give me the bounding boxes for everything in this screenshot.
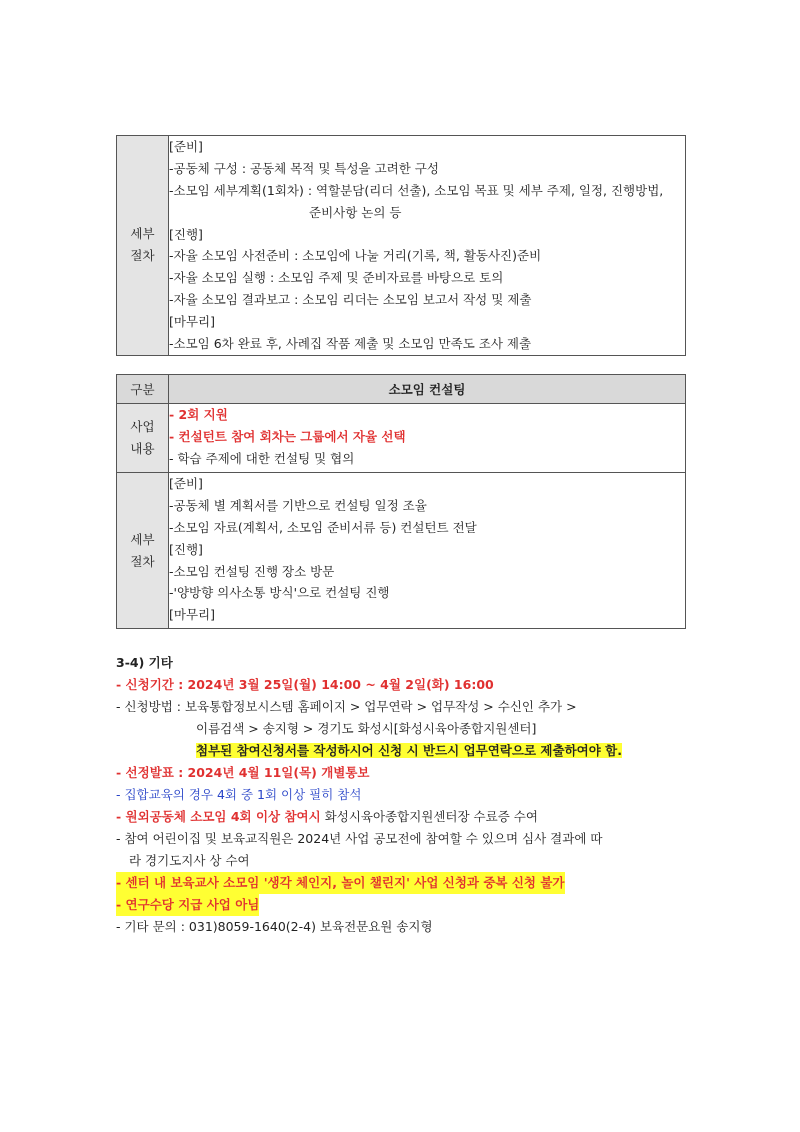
progress-heading: [진행]	[169, 226, 203, 242]
detail-procedure-table	[116, 135, 686, 356]
prep-heading: [준비]	[169, 476, 203, 491]
no-research-pay-notice	[116, 894, 259, 916]
finish-heading: [마무리]	[169, 314, 215, 330]
application-method-line2: 이름검색 > 송지형 > 경기도 화성시[화성시육아종합지원센터]	[196, 721, 537, 736]
business-content	[169, 404, 686, 473]
procedure-line: -자율 소모임 결과보고 : 소모임 리더는 소모임 보고서 작성 및 제출	[169, 292, 532, 308]
header-consulting: 소모임 컨설팅	[169, 375, 686, 404]
label-text: 세부 절차	[130, 226, 155, 264]
procedure-line: -소모임 세부계획(1회차) : 역할분담(리더 선출), 소모임 목표 및 세부 주제, 일정, 진행방법,	[169, 182, 664, 198]
duplicate-application-warning	[116, 872, 565, 894]
certificate-note	[116, 806, 538, 828]
procedure-line: -소모임 6차 완료 후, 사례집 작품 제출 및 소모임 만족도 조사 제출	[169, 336, 532, 352]
procedure-line: -자율 소모임 실행 : 소모임 주제 및 준비자료를 바탕으로 토의	[169, 270, 504, 286]
procedure-line: 준비사항 논의 등	[309, 204, 402, 220]
finish-heading: [마무리]	[169, 607, 215, 623]
contest-note-line2: 라 경기도지사 상 수여	[129, 853, 250, 868]
group-education-note: - 집합교육의 경우 4회 중 1회 이상 필히 참석	[116, 787, 362, 802]
consultant-choice: - 컨설턴트 참여 회차는 그룹에서 자율 선택	[169, 428, 406, 444]
procedure-line: -'양방향 의사소통 방식'으로 컨설팅 진행	[169, 585, 390, 601]
consulting-table	[116, 374, 686, 629]
row-label-business	[117, 404, 169, 473]
procedure-line: -소모임 자료(계획서, 소모임 준비서류 등) 컨설턴트 전달	[169, 519, 477, 535]
selection-announcement: - 선정발표 : 2024년 4월 11일(목) 개별통보	[116, 765, 370, 780]
header-category: 구분	[117, 375, 169, 404]
procedure-line: -공동체 구성 : 공동체 목적 및 특성을 고려한 구성	[169, 160, 439, 176]
consulting-topic: - 학습 주제에 대한 컨설팅 및 협의	[169, 450, 355, 466]
contest-note-line1: - 참여 어린이집 및 보육교직원은 2024년 사업 공모전에 참여할 수 있으며 심사 결과에 따	[116, 831, 603, 846]
application-period: - 신청기간 : 2024년 3월 25일(월) 14:00 ~ 4월 2일(화) 16:00	[116, 677, 494, 692]
no-pay-text: - 연구수당 지급 사업 아님	[116, 897, 260, 912]
procedure-line: -공동체 별 계획서를 기반으로 컨설팅 일정 조율	[169, 497, 427, 513]
certificate-award: 화성시육아종합지원센터장 수료증 수여	[320, 809, 538, 824]
consulting-procedure-content	[169, 473, 686, 629]
row-label-detail	[117, 136, 169, 356]
certificate-condition: - 원외공동체 소모임 4회 이상 참여시	[116, 809, 321, 824]
contact-info: - 기타 문의 : 031)8059-1640(2-4) 보육전문요원 송지형	[116, 919, 433, 934]
application-method-notice	[196, 740, 622, 762]
section-heading: 3-4) 기타	[116, 655, 173, 670]
label-text: 사업 내용	[130, 419, 155, 456]
prep-heading: [준비]	[169, 139, 203, 154]
duplicate-text: - 센터 내 보육교사 소모임 '생각 체인지, 놀이 챌린지' 사업 신청과 중복 신청 불가	[116, 875, 565, 890]
application-method-line1: - 신청방법 : 보육통합정보시스템 홈페이지 > 업무연락 > 업무작성 > 수신인 추가 >	[116, 699, 577, 714]
detail-procedure-content	[169, 136, 686, 356]
procedure-line: -자율 소모임 사전준비 : 소모임에 나눌 거리(기록, 책, 활동사진)준비	[169, 248, 542, 264]
label-text: 세부 절차	[130, 531, 155, 569]
progress-heading: [진행]	[169, 541, 203, 557]
notice-highlight: 첨부된 참여신청서를 작성하시어 신청 시 반드시 업무연락으로 제출하여야 함.	[196, 743, 622, 758]
row-label-detail	[117, 473, 169, 629]
support-count: - 2회 지원	[169, 407, 228, 422]
procedure-line: -소모임 컨설팅 진행 장소 방문	[169, 563, 335, 579]
